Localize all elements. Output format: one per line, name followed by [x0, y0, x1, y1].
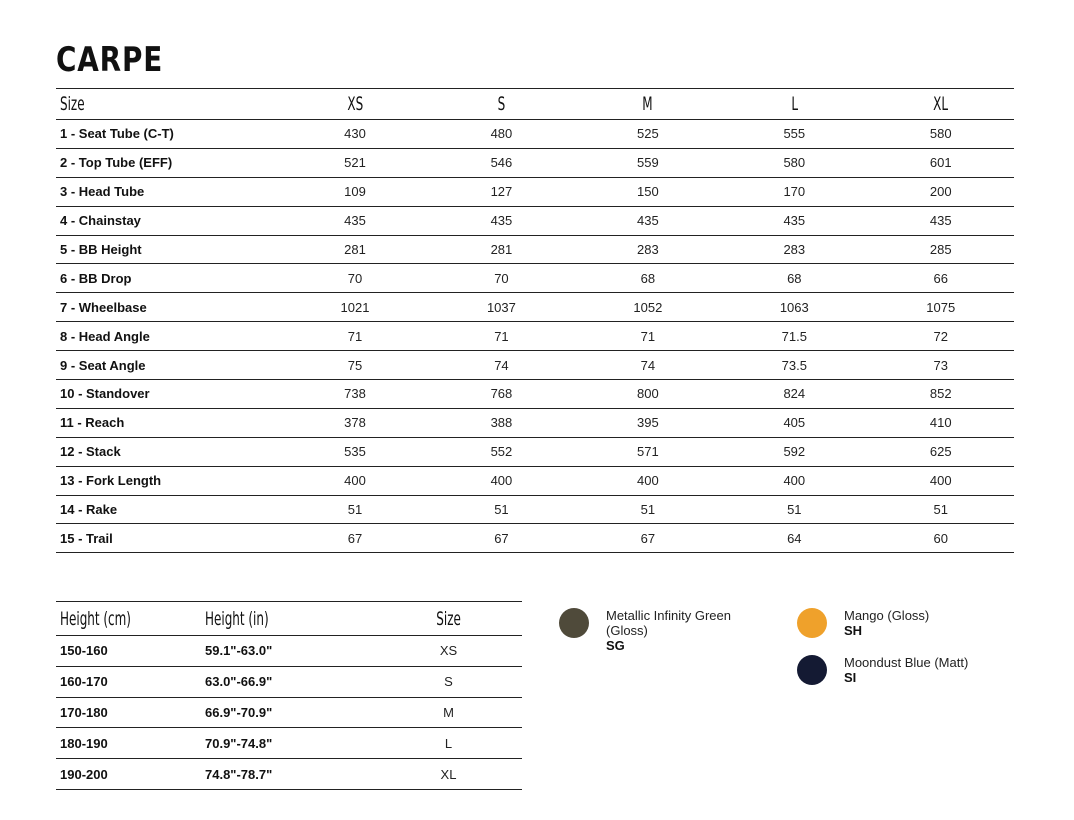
colour-swatch-moondust-blue — [797, 655, 827, 685]
colour-option-mango — [797, 608, 929, 638]
measurement-value: 1052 — [633, 299, 663, 315]
measurement-name: 12 - Stack — [60, 444, 121, 460]
measurement-value: 435 — [344, 213, 366, 229]
geometry-row — [56, 235, 1014, 264]
geometry-row — [56, 206, 1014, 235]
colour-code: SI — [844, 670, 857, 685]
size-cell: XS — [439, 643, 458, 659]
measurement-value: 71.5 — [781, 328, 807, 344]
measurement-value: 1021 — [340, 299, 370, 315]
size-guide-row — [56, 697, 522, 728]
colour-option-moondust-blue — [797, 655, 968, 685]
measurement-value: 738 — [344, 386, 366, 402]
height-in-header: Height (in) — [205, 607, 269, 630]
measurement-value: 51 — [347, 502, 363, 518]
measurement-value: 68 — [640, 270, 656, 286]
geometry-row — [56, 524, 1014, 553]
measurement-value: 70 — [494, 270, 509, 286]
measurement-value: 67 — [494, 530, 509, 546]
measurement-value: 625 — [929, 444, 952, 460]
measurement-name: 4 - Chainstay — [60, 213, 141, 229]
measurement-value: 73 — [933, 357, 948, 373]
height-in-cell: 63.0"-66.9" — [205, 674, 273, 690]
measurement-value: 405 — [783, 415, 806, 431]
height-cm-cell: 150-160 — [60, 643, 108, 659]
geometry-row — [56, 437, 1014, 466]
measurement-value: 51 — [787, 502, 802, 518]
measurement-value: 521 — [344, 155, 366, 171]
measurement-value: 283 — [783, 242, 806, 257]
measurement-value: 580 — [929, 126, 952, 142]
measurement-value: 410 — [929, 415, 952, 431]
geometry-row — [56, 120, 1014, 149]
measurement-value: 592 — [783, 444, 806, 460]
measurement-name: 14 - Rake — [60, 502, 118, 518]
measurement-value: 601 — [929, 155, 952, 171]
measurement-value: 285 — [929, 242, 952, 257]
measurement-value: 552 — [490, 444, 513, 460]
size-guide-table — [56, 601, 522, 790]
colour-swatch-green — [559, 608, 589, 638]
measurement-name: 13 - Fork Length — [60, 473, 162, 489]
measurement-value: 281 — [344, 242, 366, 257]
page-title: CARPE — [56, 40, 164, 80]
height-in-cell: 74.8"-78.7" — [205, 766, 273, 782]
geometry-row — [56, 466, 1014, 495]
measurement-value: 1075 — [926, 299, 956, 315]
colour-code: SH — [844, 623, 863, 638]
measurement-value: 388 — [490, 415, 513, 431]
measurement-value: 559 — [637, 155, 659, 171]
geometry-row — [56, 177, 1014, 206]
measurement-value: 852 — [929, 386, 952, 402]
measurement-value: 480 — [490, 126, 513, 142]
measurement-value: 555 — [783, 126, 806, 142]
measurement-value: 66 — [933, 270, 948, 286]
measurement-value: 378 — [344, 415, 366, 431]
size-header: Size — [60, 93, 85, 115]
geometry-row — [56, 380, 1014, 409]
measurement-name: 1 - Seat Tube (C-T) — [60, 126, 174, 142]
measurement-value: 283 — [637, 242, 659, 257]
colour-swatch-mango — [797, 608, 827, 638]
measurement-value: 71 — [494, 328, 509, 344]
measurement-value: 281 — [490, 242, 513, 257]
colour-option-green — [559, 608, 756, 653]
measurement-value: 72 — [933, 328, 948, 344]
geometry-row — [56, 351, 1014, 380]
measurement-value: 395 — [637, 415, 659, 431]
measurement-value: 435 — [929, 213, 952, 229]
measurement-value: 67 — [640, 530, 656, 546]
size-cell: L — [444, 735, 453, 751]
geometry-row — [56, 293, 1014, 322]
size-cell: S — [444, 674, 453, 690]
size-cell: XL — [440, 766, 457, 782]
measurement-value: 435 — [490, 213, 513, 229]
geometry-table — [56, 88, 1014, 553]
measurement-value: 430 — [344, 126, 366, 142]
measurement-value: 400 — [929, 473, 952, 489]
measurement-name: 9 - Seat Angle — [60, 357, 146, 373]
height-cm-cell: 170-180 — [60, 704, 108, 720]
size-l-header: L — [790, 93, 798, 115]
measurement-name: 2 - Top Tube (EFF) — [60, 155, 173, 171]
measurement-value: 1063 — [779, 299, 809, 315]
measurement-value: 127 — [490, 184, 513, 200]
measurement-value: 400 — [344, 473, 366, 489]
measurement-name: 15 - Trail — [60, 530, 113, 546]
geometry-row — [56, 322, 1014, 351]
size-col-header: Size — [436, 607, 461, 630]
measurement-value: 400 — [490, 473, 513, 489]
measurement-value: 400 — [637, 473, 659, 489]
measurement-name: 3 - Head Tube — [60, 184, 145, 200]
size-m-header: M — [642, 93, 654, 115]
measurement-value: 525 — [637, 126, 659, 142]
size-xl-header: XL — [933, 93, 949, 115]
measurement-value: 51 — [933, 502, 948, 518]
measurement-value: 400 — [783, 473, 806, 489]
geometry-row — [56, 408, 1014, 437]
height-in-cell: 66.9"-70.9" — [205, 704, 273, 720]
colour-name: Metallic Infinity Green (Gloss) — [606, 608, 731, 638]
measurement-value: 535 — [344, 444, 366, 460]
measurement-name: 8 - Head Angle — [60, 328, 150, 344]
measurement-name: 10 - Standover — [60, 386, 150, 402]
measurement-value: 170 — [783, 184, 806, 200]
measurement-value: 74 — [494, 357, 509, 373]
measurement-value: 150 — [637, 184, 659, 200]
measurement-value: 60 — [933, 530, 948, 546]
size-guide-header-row — [56, 602, 522, 636]
size-cell: M — [443, 704, 454, 720]
measurement-value: 800 — [637, 386, 659, 402]
height-in-cell: 59.1"-63.0" — [205, 643, 273, 659]
measurement-name: 5 - BB Height — [60, 242, 142, 257]
measurement-value: 67 — [347, 530, 363, 546]
measurement-value: 74 — [640, 357, 656, 373]
size-guide-row — [56, 759, 522, 790]
measurement-value: 71 — [640, 328, 656, 344]
measurement-value: 70 — [347, 270, 363, 286]
height-in-cell: 70.9"-74.8" — [205, 735, 273, 751]
measurement-value: 571 — [637, 444, 659, 460]
measurement-value: 824 — [783, 386, 806, 402]
measurement-name: 11 - Reach — [60, 415, 125, 431]
geometry-header-row — [56, 89, 1014, 120]
size-guide-row — [56, 636, 522, 667]
measurement-value: 68 — [787, 270, 802, 286]
measurement-value: 73.5 — [781, 357, 807, 373]
measurement-value: 580 — [783, 155, 806, 171]
measurement-value: 51 — [494, 502, 509, 518]
measurement-value: 51 — [640, 502, 656, 518]
measurement-value: 71 — [347, 328, 363, 344]
colour-name: Mango (Gloss) — [844, 608, 930, 623]
measurement-value: 435 — [783, 213, 806, 229]
size-xs-header: XS — [347, 93, 363, 115]
size-guide-row — [56, 728, 522, 759]
colour-code: SG — [606, 638, 625, 653]
size-s-header: S — [497, 93, 506, 115]
height-cm-header: Height (cm) — [60, 607, 131, 630]
measurement-value: 64 — [787, 530, 802, 546]
measurement-value: 435 — [637, 213, 659, 229]
measurement-value: 75 — [347, 357, 363, 373]
measurement-value: 546 — [490, 155, 513, 171]
measurement-value: 200 — [929, 184, 952, 200]
measurement-value: 1037 — [486, 299, 516, 315]
size-guide-row — [56, 666, 522, 697]
height-cm-cell: 190-200 — [60, 766, 108, 782]
geometry-row — [56, 148, 1014, 177]
geometry-row — [56, 264, 1014, 293]
geometry-row — [56, 495, 1014, 524]
measurement-name: 6 - BB Drop — [60, 270, 132, 286]
height-cm-cell: 180-190 — [60, 735, 108, 751]
measurement-value: 109 — [344, 184, 366, 200]
measurement-name: 7 - Wheelbase — [60, 299, 147, 315]
measurement-value: 768 — [490, 386, 513, 402]
colour-name: Moondust Blue (Matt) — [844, 655, 969, 670]
height-cm-cell: 160-170 — [60, 674, 108, 690]
